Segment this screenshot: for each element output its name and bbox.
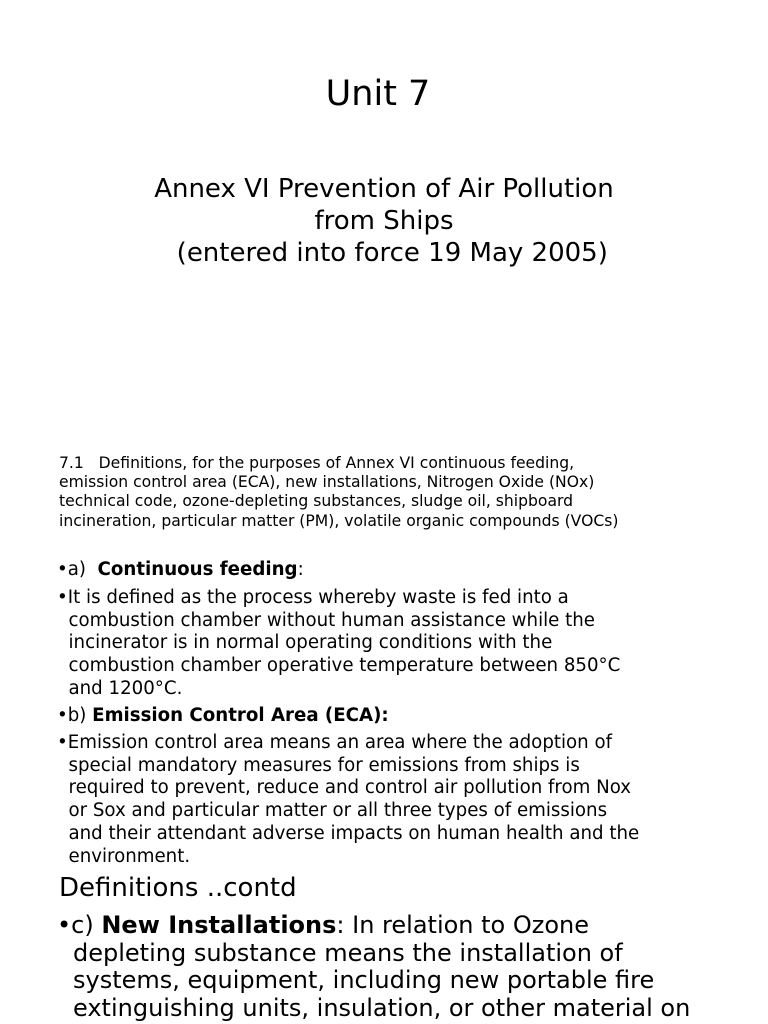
definition-line: and 1200°C. (68, 677, 183, 699)
bullet-marker: • (57, 732, 68, 753)
intro-line: technical code, ozone-depleting substances, sludge oil, shipboard (59, 492, 574, 511)
bullet-b-definition (57, 732, 747, 868)
definition-line: combustion chamber without human assistance while the (68, 609, 595, 631)
definition-line: required to prevent, reduce and control air pollution from Nox (68, 777, 632, 799)
bullet-c-prefix: c) (71, 911, 102, 939)
bullet-c (57, 912, 757, 1022)
definition-line: or Sox and particular matter or all three types of emissions (68, 800, 608, 822)
bullet-marker: • (57, 587, 68, 608)
bullet-b-prefix: b) (67, 705, 93, 726)
bullet-a-prefix: a) (67, 559, 98, 580)
intro-line: incineration, particular matter (PM), volatile organic compounds (VOCs) (59, 511, 619, 530)
subtitle-line: (entered into force 19 May 2005) (160, 238, 608, 268)
term-continuous-feeding: Continuous feeding (97, 559, 298, 580)
intro-line: emission control area (ECA), new installations, Nitrogen Oxide (NOx) (59, 473, 595, 492)
subtitle-line: from Ships (314, 206, 454, 236)
bullet-marker: • (57, 911, 72, 939)
definition-line: incinerator is in normal operating conditions with the (68, 632, 553, 654)
definition-line: combustion chamber operative temperature between 850°C (68, 655, 621, 677)
term-colon: : (297, 559, 304, 580)
bullet-marker: • (57, 705, 68, 726)
definition-line: systems, equipment, including new portable fire (73, 966, 655, 994)
bullet-marker: • (57, 559, 68, 580)
definition-line: special mandatory measures for emissions from ships is (68, 754, 580, 776)
subtitle-line: Annex VI Prevention of Air Pollution (154, 174, 614, 204)
definition-line: It is defined as the process whereby waste is fed into a (67, 587, 569, 608)
intro-line: 7.1 Definitions, for the purposes of Annex VI continuous feeding, (59, 454, 575, 472)
definition-line: extinguishing units, insulation, or other material on (73, 993, 691, 1022)
bullet-a-definition (57, 587, 747, 701)
term-emission-control-area: Emission Control Area (ECA): (92, 705, 389, 726)
section-heading: Definitions ..contd (59, 873, 297, 903)
page-title: Unit 7 (325, 74, 431, 114)
definition-line: : In relation to Ozone (336, 911, 590, 939)
term-new-installations: New Installations (101, 911, 337, 939)
definition-line: environment. (68, 845, 191, 867)
definition-line: depleting substance means the installation of (73, 938, 623, 967)
definitions-intro (59, 454, 749, 531)
definition-line: Emission control area means an area where the adoption of (67, 732, 613, 753)
annex-subtitle (0, 173, 768, 269)
definition-line: and their attendant adverse impacts on human health and the (68, 822, 640, 844)
bullet-b-heading (57, 705, 747, 728)
bullet-a-heading (57, 559, 747, 582)
